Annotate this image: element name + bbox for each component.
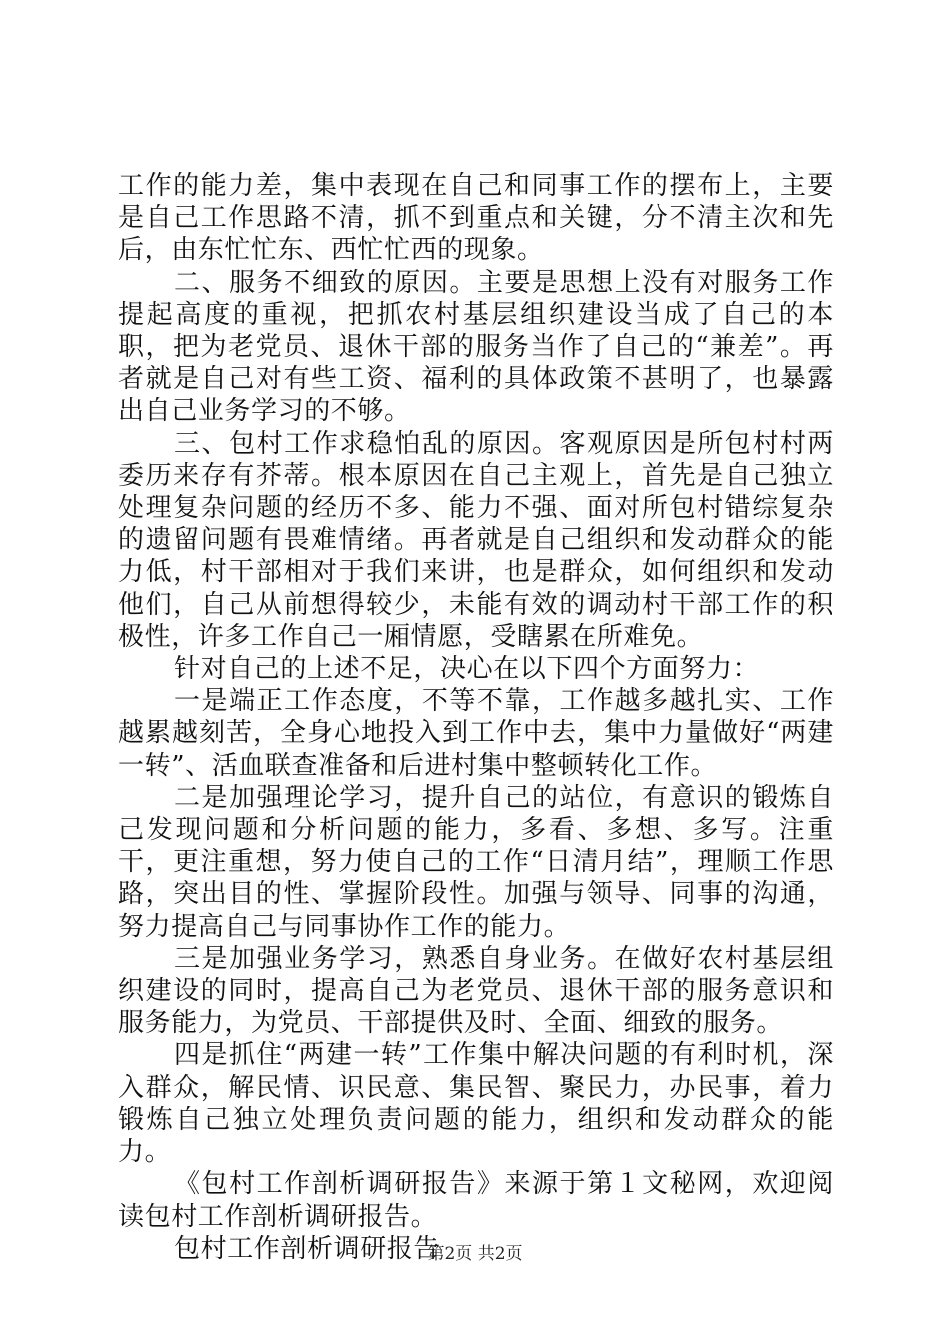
paragraph-source-note: 《包村工作剖析调研报告》来源于第１文秘网，欢迎阅读包村工作剖析调研报告。 [118,1169,834,1232]
paragraph-closing-title: 包村工作剖析调研报告 [174,1233,441,1264]
paragraph-village-reason: 三、包村工作求稳怕乱的原因。客观原因是所包村村两委历来存有芥蒂。根本原因在自己主观上，首先是自己独立处理复杂问题的经历不多、能力不强、面对所包村错综复杂的遗留问题有畏难情绪。再者就是自己组织和发动群众的能力低，村干部相对于我们来讲，也是群众，如何组织和发动他们，自己从前想得较少，未能有效的调动村干部工作的积极性，许多工作自己一厢情愿，受瞎累在所难免。 [118,428,834,652]
paragraph-resolution-intro: 针对自己的上述不足，决心在以下四个方面努力： [174,654,760,685]
paragraph-service-reason: 二、服务不细致的原因。主要是思想上没有对服务工作提起高度的重视，把抓农村基层组织建设当成了自己的本职，把为老党员、退休干部的服务当作了自己的“兼差”。再者就是自己对有些工资、福利的具体政策不甚明了，也暴露出自己业务学习的不够。 [118,267,834,427]
paragraph-point-three: 三是加强业务学习，熟悉自身业务。在做好农村基层组织建设的同时，提高自己为老党员、退休干部的服务意识和服务能力，为党员、干部提供及时、全面、细致的服务。 [118,943,834,1039]
page-footer [0,1244,950,1264]
paragraph-point-four: 四是抓住“两建一转”工作集中解决问题的有利时机，深入群众，解民情、识民意、集民智、聚民力，办民事，着力锻炼自己独立处理负责问题的能力，组织和发动群众的能力。 [118,1040,834,1168]
document-body [118,170,834,1265]
page-number-label: 第2页 共2页 [427,1244,523,1264]
paragraph-continued: 工作的能力差，集中表现在自己和同事工作的摆布上，主要是自己工作思路不清，抓不到重点和关键，分不清主次和先后，由东忙忙东、西忙忙西的现象。 [118,171,834,266]
paragraph-point-two: 二是加强理论学习，提升自己的站位，有意识的锻炼自己发现问题和分析问题的能力，多看、多想、多写。注重干，更注重想，努力使自己的工作“日清月结”，理顺工作思路，突出目的性、掌握阶段性。加强与领导、同事的沟通，努力提高自己与同事协作工作的能力。 [118,782,834,942]
paragraph-point-one: 一是端正工作态度，不等不靠，工作越多越扎实、工作越累越刻苦，全身心地投入到工作中去，集中力量做好“两建一转”、活血联查准备和后进村集中整顿转化工作。 [118,686,834,781]
